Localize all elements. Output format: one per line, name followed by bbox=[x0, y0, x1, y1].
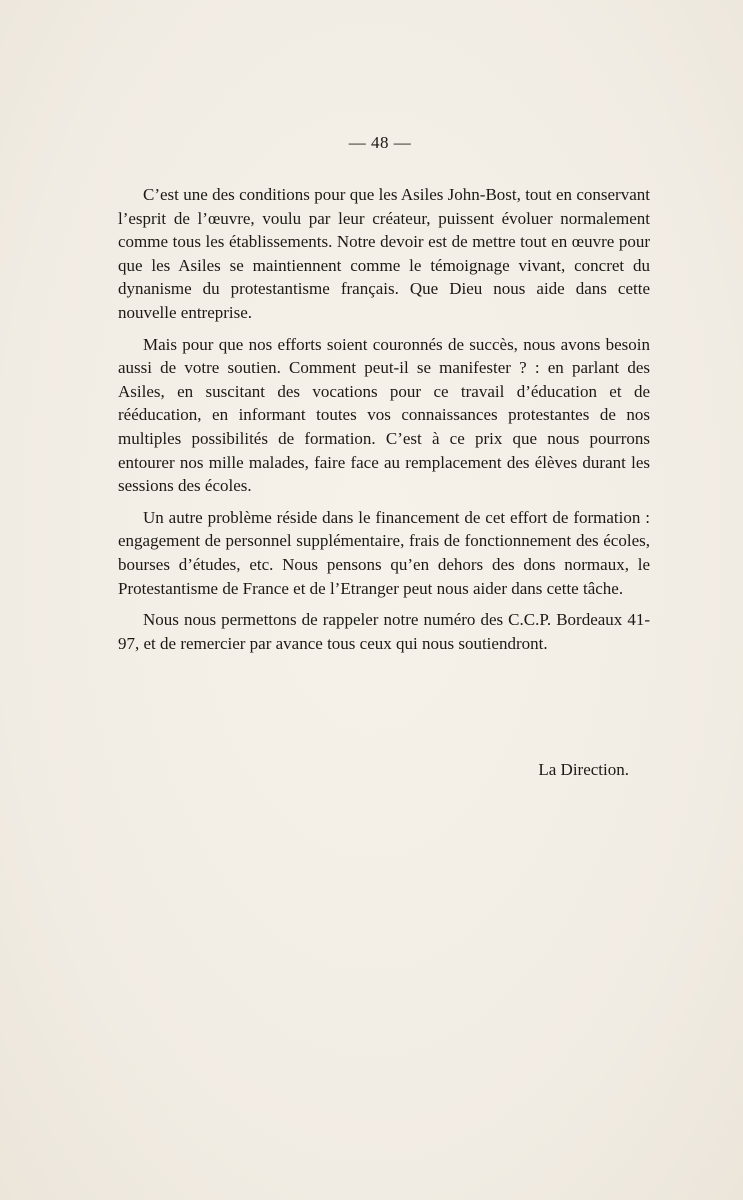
paragraph: Mais pour que nos efforts soient couronnés de succès, nous avons besoin aussi de votre soutien. Comment peut-il se manifester ? : en parlant des Asiles, en suscitant des vocations pour ce travail d’éducation et de rééducation, en informant toutes vos connaissances protestantes de nos multiples possibilités de formation. C’est à ce prix que nous pourrons entourer nos mille malades, faire face au remplacement des élèves durant les sessions des écoles. bbox=[118, 334, 650, 496]
page-number: — 48 — bbox=[348, 133, 412, 152]
paragraph: Un autre problème réside dans le financement de cet effort de formation : engagement de personnel supplémentaire, frais de fonctionnement des écoles, bourses d’études, etc. Nous pensons qu’en dehors des dons normaux, le Protestantisme de France et de l’Etranger peut nous aider dans cette tâche. bbox=[118, 507, 650, 598]
paragraph: C’est une des conditions pour que les Asiles John-Bost, tout en conservant l’esprit de l’œuvre, voulu par leur créateur, puissent évoluer normalement comme tous les établissements. Notre devoir est de mettre tout en œuvre pour que les Asiles se maintiennent comme le témoignage vivant, concret du dynanisme du protestantisme français. Que Dieu nous aide dans cette nouvelle entreprise. bbox=[118, 185, 650, 322]
signature: La Direction. bbox=[538, 760, 629, 779]
paragraph: Nous nous permettons de rappeler notre numéro des C.C.P. Bordeaux 41-97, et de remercier par avance tous ceux qui nous soutiendront. bbox=[118, 610, 650, 653]
body-text bbox=[118, 183, 650, 663]
